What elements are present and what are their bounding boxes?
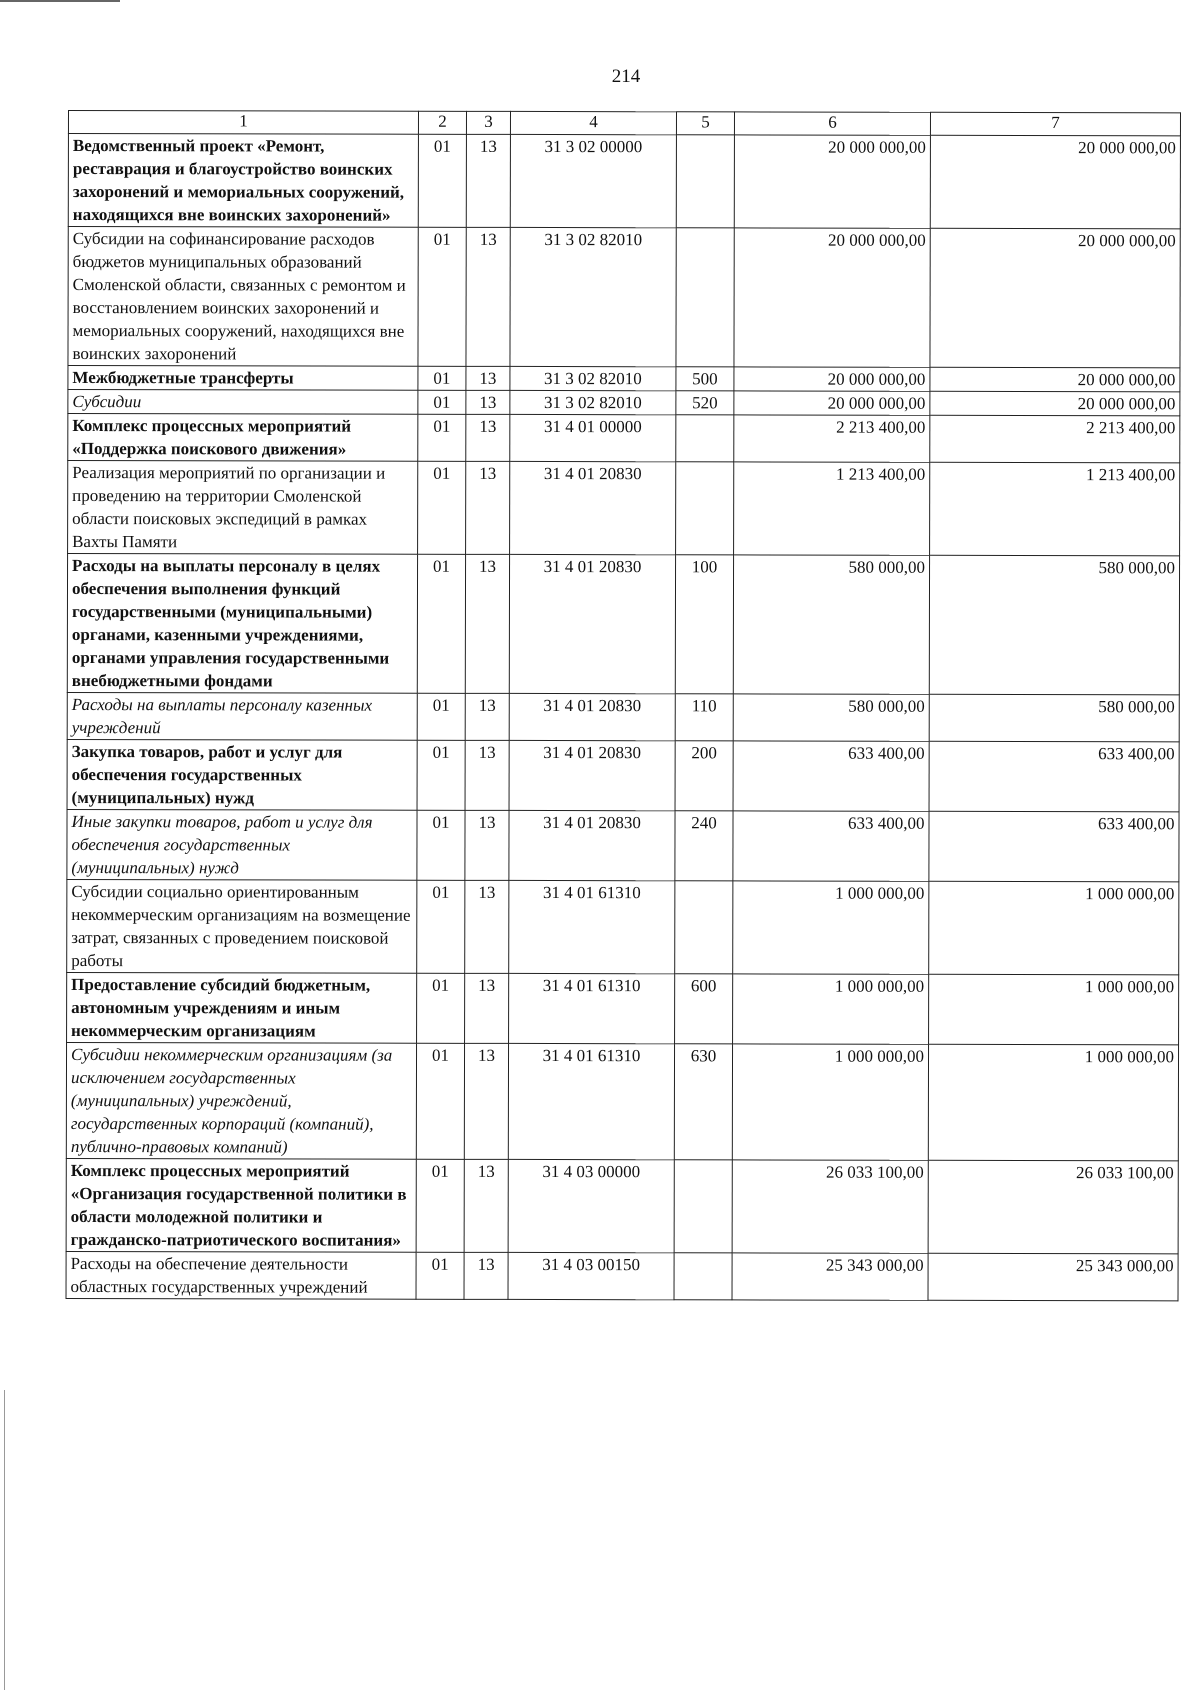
cell-expense-type: 240 (675, 811, 733, 881)
table-row (68, 461, 1180, 556)
cell-amount-year-1: 580 000,00 (733, 555, 929, 694)
cell-subsection: 13 (465, 693, 509, 740)
cell-section: 01 (417, 810, 465, 880)
cell-amount-year-2: 25 343 000,00 (928, 1253, 1178, 1301)
budget-table (66, 110, 1181, 1301)
cell-target-article: 31 4 01 20830 (509, 693, 675, 740)
cell-expense-type: 500 (676, 367, 734, 391)
table-row (66, 1251, 1178, 1300)
header-row (68, 111, 1180, 136)
cell-name: Предоставление субсидий бюджетным, автономным учреждениям и иным некоммерческим организациям (67, 972, 417, 1043)
cell-name: Субсидии (68, 390, 418, 415)
header-col-3: 3 (466, 111, 510, 134)
cell-section: 01 (417, 693, 465, 740)
cell-target-article: 31 4 01 20830 (510, 461, 676, 554)
cell-target-article: 31 3 02 82010 (510, 390, 676, 414)
cell-target-article: 31 4 01 61310 (508, 1043, 674, 1159)
cell-amount-year-2: 580 000,00 (929, 694, 1179, 742)
cell-amount-year-1: 633 400,00 (733, 811, 929, 881)
cell-section: 01 (417, 554, 465, 693)
cell-expense-type: 200 (675, 741, 733, 811)
cell-name: Расходы на выплаты персоналу казенных учреждений (67, 692, 417, 740)
cell-section: 01 (416, 1159, 464, 1252)
cell-section: 01 (417, 973, 465, 1043)
cell-amount-year-2: 20 000 000,00 (930, 135, 1180, 229)
cell-expense-type: 110 (675, 694, 733, 741)
cell-name: Комплекс процессных мероприятий «Поддержка поискового движения» (68, 414, 418, 462)
cell-subsection: 13 (466, 390, 510, 414)
table-row (68, 366, 1180, 392)
cell-amount-year-2: 633 400,00 (929, 811, 1179, 882)
cell-target-article: 31 4 01 61310 (509, 973, 675, 1043)
page-number: 214 (611, 66, 641, 87)
table-row (67, 554, 1179, 695)
cell-expense-type: 600 (675, 974, 733, 1044)
table-row (66, 1042, 1178, 1160)
cell-subsection: 13 (466, 134, 510, 227)
cell-amount-year-2: 1 000 000,00 (929, 881, 1179, 975)
table-body (66, 134, 1180, 1301)
cell-expense-type (676, 228, 734, 367)
cell-name: Субсидии социально ориентированным некоммерческим организациям на возмещение затрат, связанных с проведением поисковой работы (67, 879, 417, 973)
cell-subsection: 13 (464, 1043, 508, 1159)
cell-section: 01 (418, 461, 466, 554)
cell-name: Комплекс процессных мероприятий «Организация государственной политики в области молодежной политики и гражданско-патриотического воспитания» (66, 1158, 416, 1252)
table-row (68, 390, 1180, 416)
cell-amount-year-2: 633 400,00 (929, 741, 1179, 812)
cell-subsection: 13 (466, 461, 510, 554)
cell-target-article: 31 4 01 20830 (509, 740, 675, 810)
cell-target-article: 31 4 01 61310 (509, 880, 675, 973)
cell-subsection: 13 (465, 973, 509, 1043)
table-row (67, 972, 1179, 1044)
cell-section: 01 (418, 134, 466, 227)
scan-edge-mark (0, 0, 120, 2)
cell-name: Реализация мероприятий по организации и проведению на территории Смоленской области поисковых экспедиций в рамках Вахты Памяти (68, 461, 418, 555)
cell-expense-type (676, 462, 734, 555)
cell-amount-year-2: 26 033 100,00 (928, 1160, 1178, 1254)
header-col-1: 1 (68, 111, 418, 135)
cell-name: Расходы на выплаты персоналу в целях обеспечения выполнения функций государственными (муниципальными) органами, казенными учреждениями, органами управления государственными внебюджетными фондами (67, 554, 417, 694)
header-col-2: 2 (418, 111, 466, 134)
cell-amount-year-2: 580 000,00 (929, 555, 1179, 695)
cell-expense-type: 100 (675, 555, 733, 694)
cell-subsection: 13 (466, 227, 510, 366)
scan-edge-line (4, 1390, 5, 1690)
cell-subsection: 13 (465, 740, 509, 810)
cell-amount-year-1: 580 000,00 (733, 694, 929, 741)
header-col-4: 4 (510, 111, 676, 134)
cell-amount-year-1: 1 000 000,00 (732, 1044, 928, 1160)
cell-expense-type (676, 415, 734, 462)
table-row (67, 692, 1179, 741)
cell-amount-year-1: 26 033 100,00 (732, 1160, 928, 1253)
cell-target-article: 31 4 01 20830 (509, 554, 675, 693)
cell-section: 01 (418, 414, 466, 461)
table-row (68, 227, 1180, 368)
header-col-6: 6 (734, 112, 930, 135)
cell-target-article: 31 4 03 00150 (508, 1252, 674, 1299)
cell-subsection: 13 (464, 1159, 508, 1252)
cell-section: 01 (416, 1043, 464, 1159)
cell-amount-year-1: 20 000 000,00 (734, 228, 930, 367)
cell-name: Межбюджетные трансферты (68, 366, 418, 391)
cell-target-article: 31 3 02 00000 (510, 134, 676, 227)
cell-amount-year-1: 1 000 000,00 (733, 974, 929, 1044)
cell-amount-year-2: 20 000 000,00 (930, 228, 1180, 368)
header-col-5: 5 (676, 112, 734, 135)
cell-target-article: 31 3 02 82010 (510, 227, 676, 366)
cell-subsection: 13 (465, 554, 509, 693)
cell-target-article: 31 3 02 82010 (510, 366, 676, 390)
cell-name: Расходы на обеспечение деятельности областных государственных учреждений (66, 1251, 416, 1299)
table-row (68, 414, 1180, 463)
cell-amount-year-1: 2 213 400,00 (734, 415, 930, 462)
table-row (67, 809, 1179, 881)
cell-name: Ведомственный проект «Ремонт, реставрация и благоустройство воинских захоронений и мемориальных сооружений, находящихся вне воинских захоронений» (68, 134, 418, 228)
cell-amount-year-1: 20 000 000,00 (734, 135, 930, 228)
cell-amount-year-1: 20 000 000,00 (734, 367, 930, 391)
cell-amount-year-1: 1 000 000,00 (733, 881, 929, 974)
cell-section: 01 (418, 390, 466, 414)
cell-name: Субсидии некоммерческим организациям (за исключением государственных (муниципальных) учреждений, государственных корпораций (компаний), публично-правовых компаний) (66, 1042, 416, 1159)
cell-subsection: 13 (464, 1252, 508, 1299)
cell-expense-type (674, 1160, 732, 1253)
cell-amount-year-2: 20 000 000,00 (930, 367, 1180, 392)
table-row (66, 1158, 1178, 1253)
cell-amount-year-2: 1 213 400,00 (930, 462, 1180, 556)
cell-name: Иные закупки товаров, работ и услуг для обеспечения государственных (муниципальных) нужд (67, 809, 417, 880)
cell-subsection: 13 (465, 880, 509, 973)
cell-section: 01 (416, 1252, 464, 1299)
cell-amount-year-1: 25 343 000,00 (732, 1253, 928, 1300)
cell-name: Субсидии на софинансирование расходов бюджетов муниципальных образований Смоленской области, связанных с ремонтом и восстановлением воинских захоронений и мемориальных сооружений, находящихся вне воинских захоронений (68, 227, 418, 367)
table-row (68, 134, 1180, 229)
cell-expense-type: 630 (674, 1044, 732, 1160)
cell-amount-year-1: 20 000 000,00 (734, 391, 930, 415)
cell-amount-year-2: 2 213 400,00 (930, 415, 1180, 463)
cell-amount-year-1: 633 400,00 (733, 741, 929, 811)
cell-amount-year-2: 1 000 000,00 (929, 974, 1179, 1045)
cell-target-article: 31 4 01 20830 (509, 810, 675, 880)
cell-subsection: 13 (466, 414, 510, 461)
header-col-7: 7 (930, 112, 1180, 136)
cell-expense-type (675, 881, 733, 974)
cell-name: Закупка товаров, работ и услуг для обеспечения государственных (муниципальных) нужд (67, 739, 417, 810)
cell-expense-type (676, 135, 734, 228)
cell-section: 01 (418, 227, 466, 366)
cell-subsection: 13 (465, 810, 509, 880)
table-row (67, 739, 1179, 811)
cell-amount-year-1: 1 213 400,00 (734, 462, 930, 555)
cell-amount-year-2: 20 000 000,00 (930, 391, 1180, 416)
cell-section: 01 (418, 366, 466, 390)
cell-section: 01 (417, 880, 465, 973)
table-row (67, 879, 1179, 974)
cell-target-article: 31 4 03 00000 (508, 1159, 674, 1252)
cell-target-article: 31 4 01 00000 (510, 414, 676, 461)
cell-subsection: 13 (466, 366, 510, 390)
cell-section: 01 (417, 740, 465, 810)
cell-amount-year-2: 1 000 000,00 (928, 1044, 1178, 1161)
cell-expense-type: 520 (676, 391, 734, 415)
cell-expense-type (674, 1253, 732, 1300)
